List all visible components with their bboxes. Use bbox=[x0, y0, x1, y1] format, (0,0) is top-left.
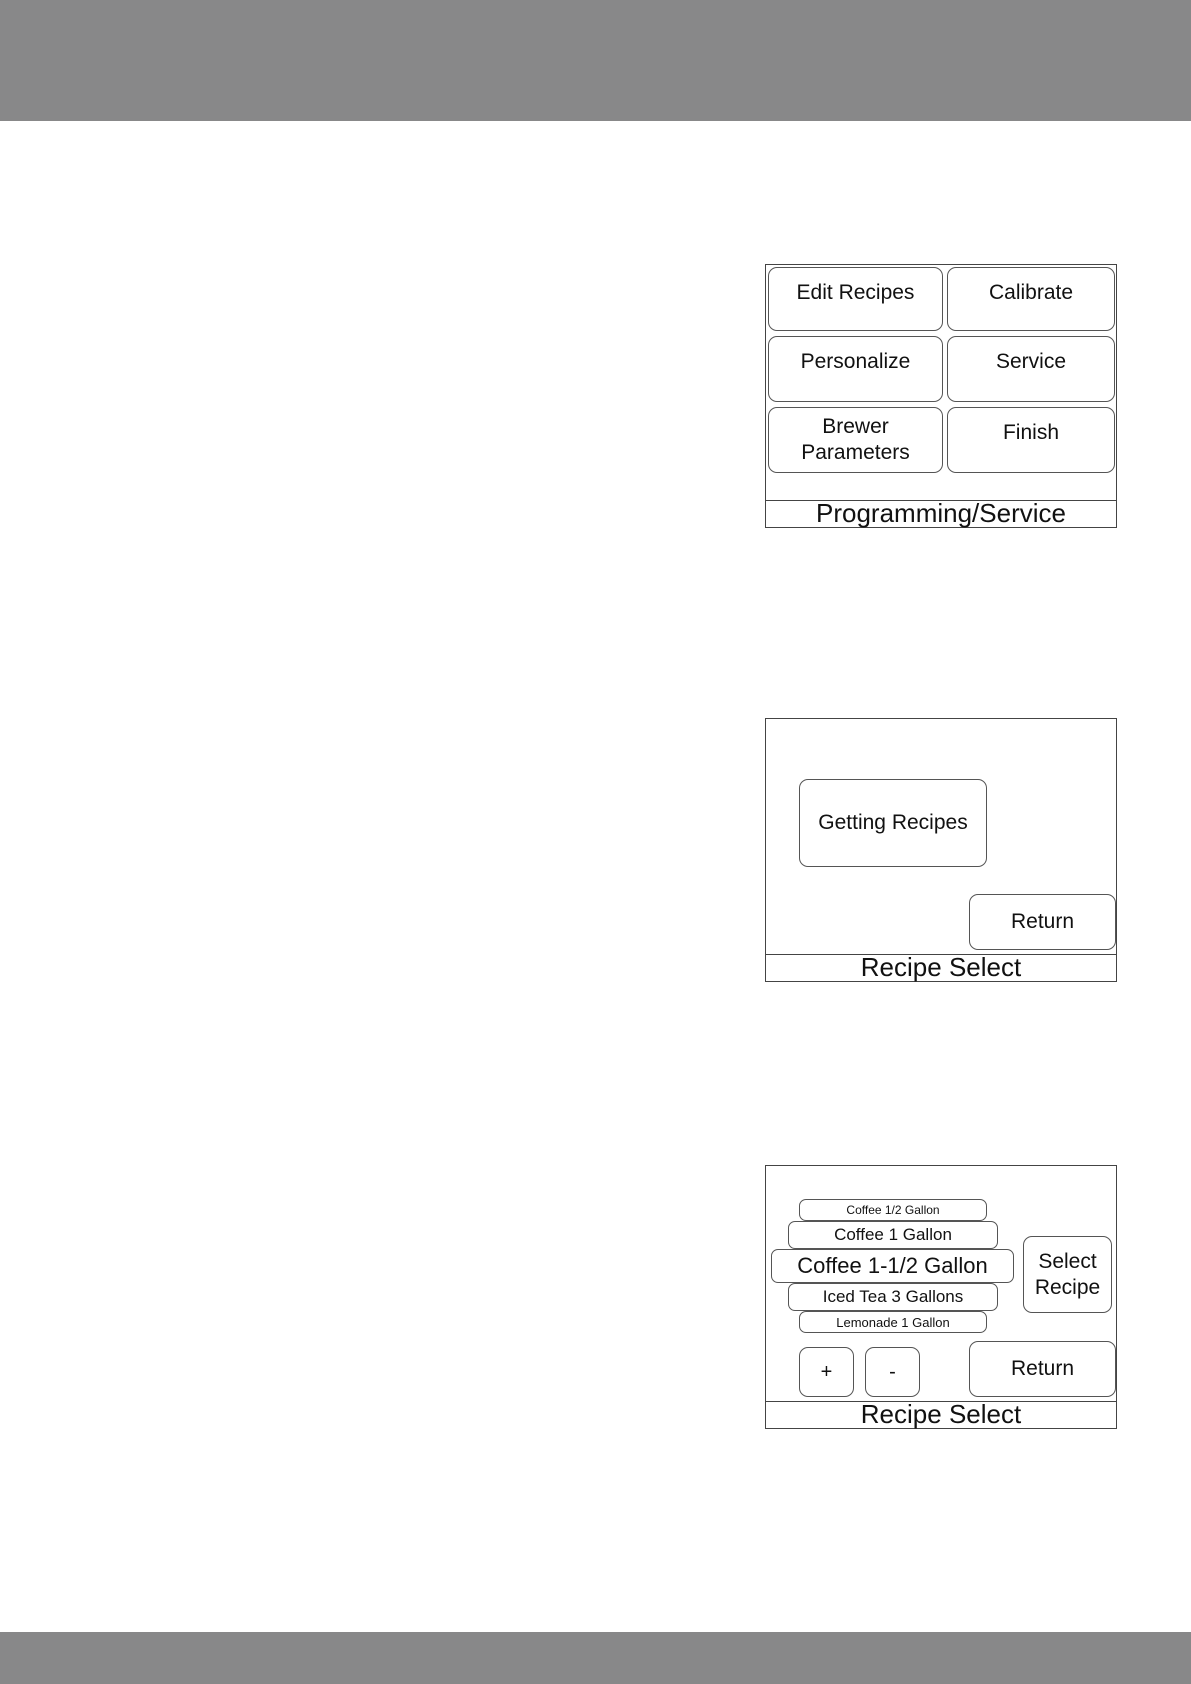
recipe-select-screen bbox=[765, 1165, 1117, 1429]
bottom-band bbox=[0, 1632, 1191, 1684]
select-recipe-label-line2: Recipe bbox=[1034, 1275, 1101, 1299]
recipe-label: Lemonade 1 Gallon bbox=[836, 1314, 950, 1330]
recipe-list-item[interactable] bbox=[799, 1199, 987, 1221]
recipe-list-item[interactable] bbox=[799, 1311, 987, 1333]
recipe-label: Coffee 1-1/2 Gallon bbox=[797, 1253, 988, 1278]
edit-recipes-button[interactable] bbox=[768, 267, 943, 331]
screen-title: Recipe Select bbox=[766, 954, 1116, 981]
getting-recipes-status bbox=[799, 779, 987, 867]
screen-title: Recipe Select bbox=[766, 1401, 1116, 1428]
brewer-parameters-button[interactable] bbox=[768, 407, 943, 473]
brewer-parameters-label-line2: Parameters bbox=[801, 441, 910, 464]
personalize-button[interactable] bbox=[768, 336, 943, 402]
brewer-parameters-label-line1: Brewer bbox=[822, 415, 889, 438]
select-recipe-button[interactable] bbox=[1023, 1236, 1112, 1313]
screen-title: Programming/Service bbox=[766, 500, 1116, 527]
finish-label: Finish bbox=[1002, 421, 1060, 444]
edit-recipes-label: Edit Recipes bbox=[796, 281, 915, 304]
personalize-label: Personalize bbox=[800, 350, 911, 373]
service-button[interactable] bbox=[947, 336, 1115, 402]
recipe-label: Iced Tea 3 Gallons bbox=[822, 1287, 964, 1306]
select-recipe-label-line1: Select bbox=[1038, 1249, 1097, 1273]
plus-label: + bbox=[820, 1361, 833, 1383]
increment-button[interactable] bbox=[799, 1347, 854, 1397]
return-label: Return bbox=[1010, 910, 1075, 933]
recipe-loading-screen bbox=[765, 718, 1117, 982]
calibrate-label: Calibrate bbox=[988, 281, 1074, 304]
service-label: Service bbox=[995, 350, 1067, 373]
recipe-list-item[interactable] bbox=[788, 1221, 998, 1249]
finish-button[interactable] bbox=[947, 407, 1115, 473]
decrement-button[interactable] bbox=[865, 1347, 920, 1397]
recipe-list-item[interactable] bbox=[788, 1283, 998, 1311]
getting-recipes-label: Getting Recipes bbox=[818, 811, 968, 834]
minus-label: - bbox=[889, 1361, 896, 1383]
return-label: Return bbox=[1010, 1357, 1075, 1380]
top-band bbox=[0, 0, 1191, 121]
return-button[interactable] bbox=[969, 894, 1116, 950]
programming-service-screen bbox=[765, 264, 1117, 528]
recipe-list-item-selected[interactable] bbox=[771, 1249, 1014, 1283]
return-button[interactable] bbox=[969, 1341, 1116, 1397]
recipe-label: Coffee 1/2 Gallon bbox=[846, 1203, 940, 1217]
recipe-label: Coffee 1 Gallon bbox=[834, 1225, 952, 1244]
calibrate-button[interactable] bbox=[947, 267, 1115, 331]
